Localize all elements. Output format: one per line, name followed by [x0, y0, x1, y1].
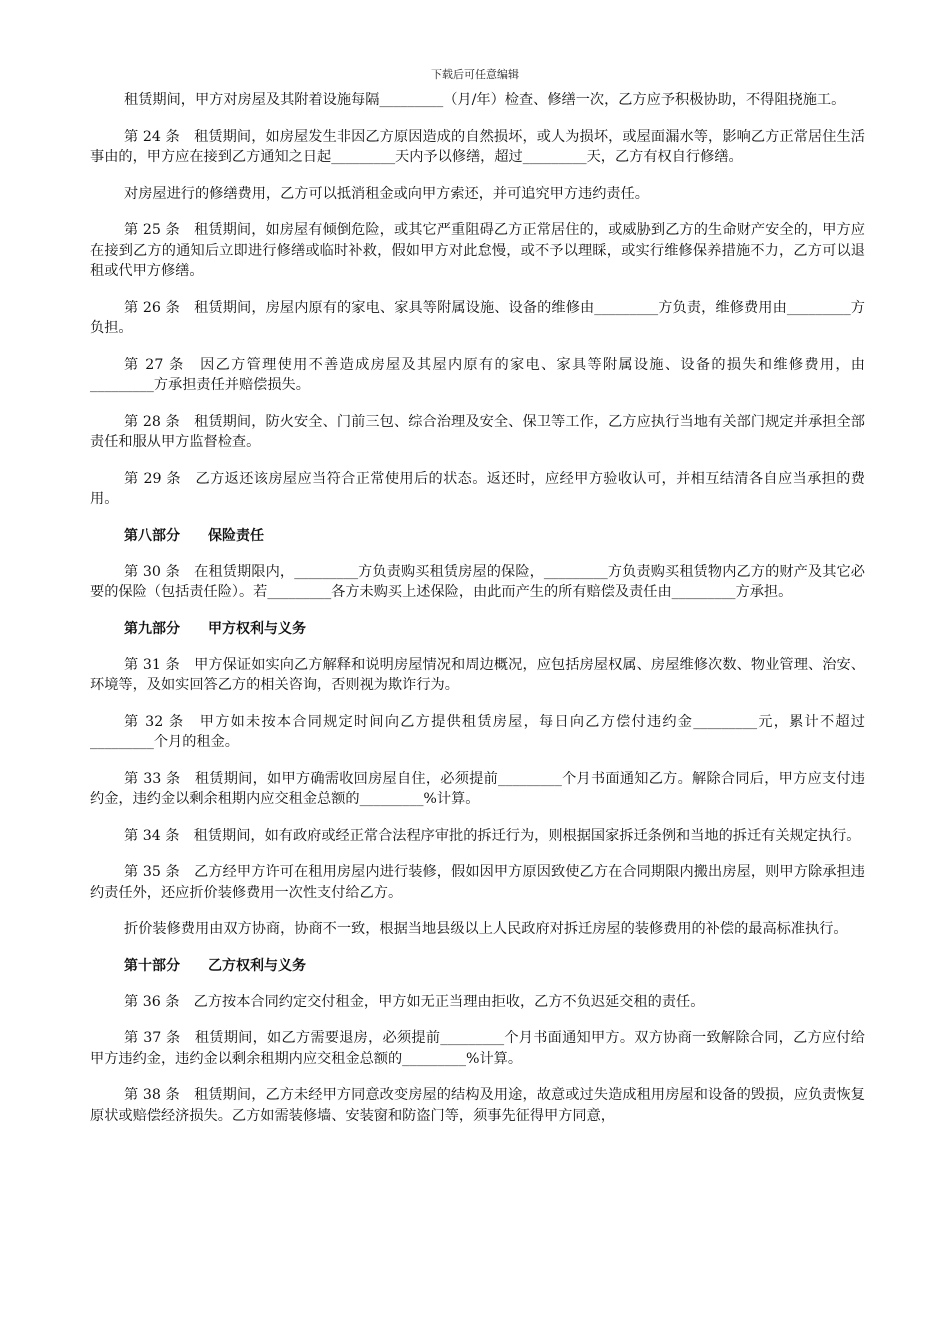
article-28: 第 28 条 租赁期间，防火安全、门前三包、综合治理及安全、保卫等工作，乙方应执行当地有关部门规定并承担全部责任和服从甲方监督检查。: [90, 413, 865, 450]
paragraph: 租赁期间，甲方对房屋及其附着设施每隔_________（月/年）检查、修缮一次，乙方应予积极协助，不得阻挠施工。: [124, 92, 846, 108]
article-34: 第 34 条 租赁期间，如有政府或经正常合法程序审批的拆迁行为，则根据国家拆迁条例和当地的拆迁有关规定执行。: [124, 827, 861, 844]
article-37: 第 37 条 租赁期间，如乙方需要退房，必须提前_________个月书面通知甲方。双方协商一致解除合同，乙方应付给甲方违约金，违约金以剩余租期内应交租金总额的_________%计算。: [90, 1030, 865, 1067]
article-36: 第 36 条 乙方按本合同约定交付租金，甲方如无正当理由拒收，乙方不负迟延交租的责任。: [124, 993, 705, 1010]
document-body: [90, 90, 865, 1142]
section-heading-part-10: 第十部分 乙方权利与义务: [124, 957, 306, 974]
article-38: 第 38 条 租赁期间，乙方未经甲方同意改变房屋的结构及用途，故意或过失造成租用房屋和设备的毁损，应负责恢复原状或赔偿经济损失。乙方如需装修墙、安装窗和防盗门等，须事先征得甲方同意，: [90, 1087, 865, 1124]
article-24: 第 24 条 租赁期间，如房屋发生非因乙方原因造成的自然损坏，或人为损坏，或屋面漏水等，影响乙方正常居住生活事由的，甲方应在接到乙方通知之日起_________天内予以修缮，超过_________天，乙方有权自行修缮。: [90, 128, 865, 165]
article-35: 第 35 条 乙方经甲方许可在租用房屋内进行装修，假如因甲方原因致使乙方在合同期限内搬出房屋，则甲方除承担违约责任外，还应折价装修费用一次性支付给乙方。: [90, 864, 865, 901]
article-29: 第 29 条 乙方返还该房屋应当符合正常使用后的状态。返还时，应经甲方验收认可，并相互结清各自应当承担的费用。: [90, 470, 865, 507]
article-31: 第 31 条 甲方保证如实向乙方解释和说明房屋情况和周边概况，应包括房屋权属、房屋维修次数、物业管理、治安、环境等，及如实回答乙方的相关咨询，否则视为欺诈行为。: [90, 656, 865, 693]
paragraph: 折价装修费用由双方协商，协商不一致，根据当地县级以上人民政府对拆迁房屋的装修费用的补偿的最高标准执行。: [124, 921, 848, 937]
article-27: 第 27 条 因乙方管理使用不善造成房屋及其屋内原有的家电、家具等附属设施、设备的损失和维修费用，由_________方承担责任并赔偿损失。: [90, 356, 865, 393]
page-header: 下载后可任意编辑: [431, 68, 519, 81]
article-33: 第 33 条 租赁期间，如甲方确需收回房屋自住，必须提前_________个月书面通知乙方。解除合同后，甲方应支付违约金，违约金以剩余租期内应交租金总额的_________%计算。: [90, 770, 865, 807]
article-26: 第 26 条 租赁期间，房屋内原有的家电、家具等附属设施、设备的维修由_________方负责，维修费用由_________方负担。: [90, 299, 865, 336]
section-heading-part-9: 第九部分 甲方权利与义务: [124, 620, 306, 637]
paragraph: 对房屋进行的修缮费用，乙方可以抵消租金或向甲方索还，并可追究甲方违约责任。: [124, 185, 649, 202]
article-25: 第 25 条 租赁期间，如房屋有倾倒危险，或其它严重阻碍乙方正常居住的，或威胁到乙方的生命财产安全的，甲方应在接到乙方的通知后立即进行修缮或临时补救，假如甲方对此怠慢，或不予以理睬，或实行维修保养措施不力，乙方可以退租或代甲方修缮。: [90, 222, 865, 279]
article-32: 第 32 条 甲方如未按本合同规定时间向乙方提供租赁房屋，每日向乙方偿付违约金_________元，累计不超过_________个月的租金。: [90, 713, 865, 750]
section-heading-part-8: 第八部分 保险责任: [124, 527, 264, 544]
article-30: 第 30 条 在租赁期限内，_________方负责购买租赁房屋的保险，_________方负责购买租赁物内乙方的财产及其它必要的保险（包括责任险）。若_________各方未购买上述保险，由此而产生的所有赔偿及责任由_________方承担。: [90, 563, 865, 600]
